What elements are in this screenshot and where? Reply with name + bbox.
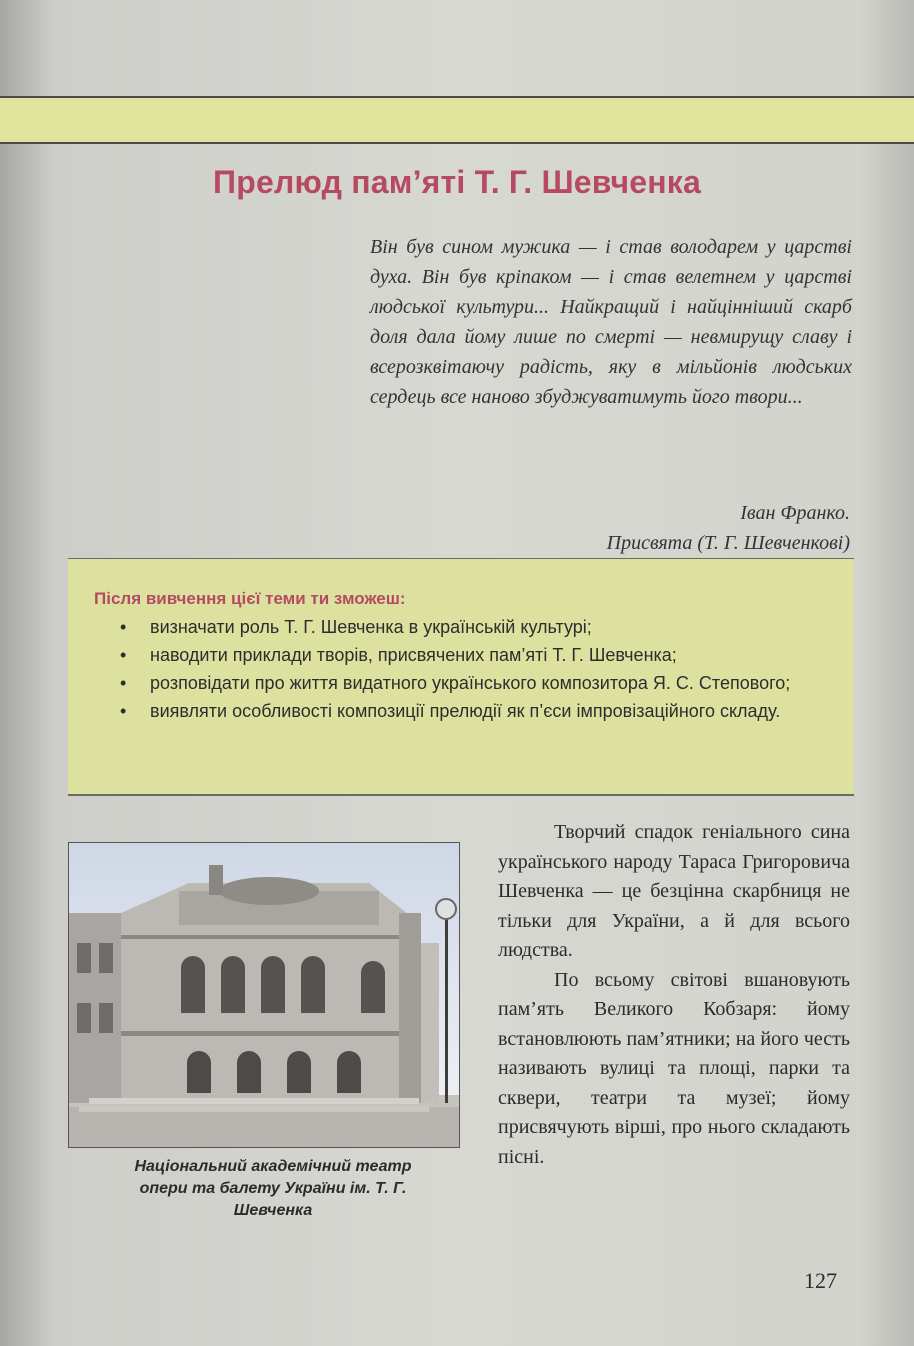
goals-heading: Після вивчення цієї теми ти зможеш:	[94, 589, 406, 608]
epigraph-text: Він був сином мужика — і став володарем у царстві духа. Він був кріпаком — і став велетнем у царстві людської культури... Найкращий і найцінніший скарб доля дала йому лише по смерті — невмирущу славу і всерозквітаючу радість, яку в мільйонів людських сердець все наново збуджуватимуть його твори...	[370, 236, 852, 408]
opera-theatre-photo	[68, 842, 460, 1148]
epigraph-author: Іван Франко.	[740, 502, 850, 524]
paragraph: По всьому світові вшановують пам’ять Великого Кобзаря: йому встановлюють пам’ятники; на його честь називають вулиці та площі, парки та сквери, театри та музеї; йому присвячують вірші, про нього складають пісні.	[498, 968, 850, 1168]
goal-item: • розповідати про життя видатного українського композитора Я. С. Степового;	[120, 669, 830, 697]
header-band	[0, 96, 914, 144]
body-text	[498, 818, 850, 1172]
goal-item: • виявляти особливості композиції прелюдії як п’єси імпровізаційного складу.	[120, 697, 830, 725]
page-number: 127	[804, 1268, 837, 1293]
paragraph: Творчий спадок геніального сина українського народу Тараса Григоровича Шевченка — це безцінна скарбниця не тільки для України, а й для всього людства.	[498, 821, 850, 961]
learning-goals-box	[68, 558, 854, 796]
page-title: Прелюд пам’яті Т. Г. Шевченка	[213, 164, 701, 200]
epigraph-source: Присвята (Т. Г. Шевченкові)	[606, 532, 850, 554]
goal-item: • наводити приклади творів, присвячених пам’яті Т. Г. Шевченка;	[120, 641, 830, 669]
theatre-building-illustration	[69, 843, 460, 1148]
goals-list	[94, 613, 830, 725]
goal-item: • визначати роль Т. Г. Шевченка в українській культурі;	[120, 613, 830, 641]
photo-caption: Національний академічний театр опери та балету України ім. Т. Г. Шевченка	[134, 1158, 412, 1219]
